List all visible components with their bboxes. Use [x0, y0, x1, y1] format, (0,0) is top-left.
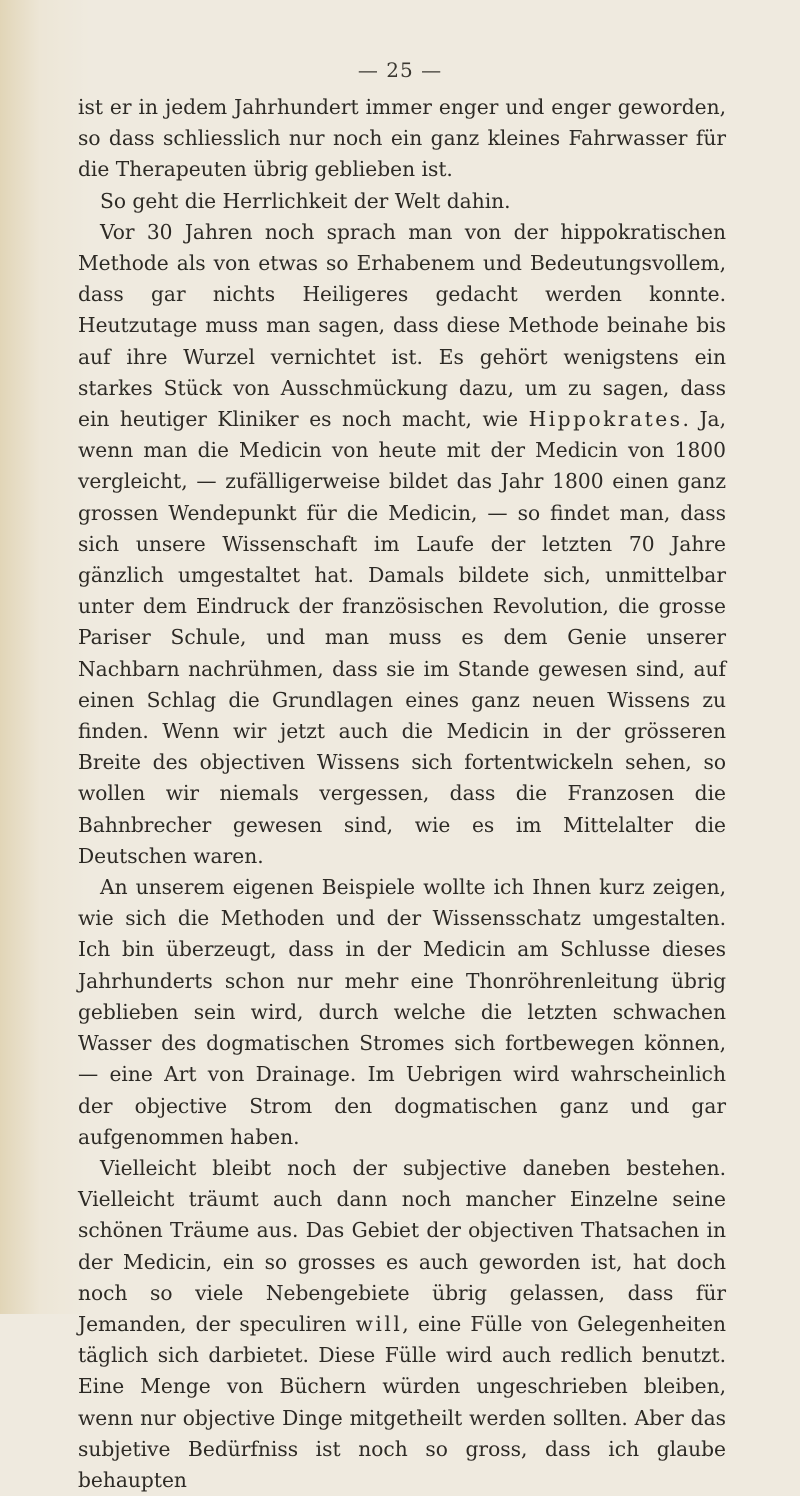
name-hippokrates: Hippokrates [528, 407, 683, 432]
paragraph-3-part-1: Vor 30 Jahren noch sprach man von der hippokratischen Methode als von etwas so Erhabenem und Bedeutungsvollem, dass gar nichts Heiligeres gedacht werden konnte. Heutzutage muss man sagen, dass diese Methode beinahe bis auf ihre Wurzel vernichtet ist. Es gehört wenigstens ein starkes Stück von Ausschmückung dazu, um zu sagen, dass ein heutiger Kliniker es noch macht, wie [78, 219, 726, 432]
paragraph-2: So geht die Herrlichkeit der Welt dahin. [100, 188, 511, 213]
paragraph-3-part-2: . Ja, wenn man die Medicin von heute mit der Medicin von 1800 vergleicht, — zufälligerweise bildet das Jahr 1800 einen ganz grossen Wendepunkt für die Medicin, — so findet man, dass sich unsere Wissenschaft im Laufe der letzten 70 Jahre gänzlich umgestaltet hat. Damals bildete sich, unmittelbar unter dem Eindruck der französischen Revolution, die grosse Pariser Schule, und man muss es dem Genie unserer Nachbarn nachrühmen, dass sie im Stande gewesen sind, auf einen Schlag die Grundlagen eines ganz neuen Wissens zu finden. Wenn wir jetzt auch die Medicin in der grösseren Breite des objectiven Wissens sich fortentwickeln sehen, so wollen wir niemals vergessen, dass die Franzosen die Bahnbrecher gewesen sind, wie es im Mittelalter die Deutschen waren. [78, 407, 726, 868]
paragraph-5-part-1: Vielleicht bleibt noch der subjective daneben bestehen. Vielleicht träumt auch dann noch mancher Einzelne seine schönen Träume aus. Das Gebiet der objectiven Thatsachen in der Medicin, ein so grosses es auch geworden ist, hat doch noch so viele Nebengebiete übrig gelassen, dass für Jemanden, der speculiren [78, 1155, 726, 1336]
body-text [78, 92, 726, 1496]
page-number: — 25 — [357, 58, 443, 82]
paragraph-1: ist er in jedem Jahrhundert immer enger und enger geworden, so dass schliesslich nur noch ein ganz kleines Fahrwasser für die Therapeuten übrig geblieben ist. [78, 95, 726, 182]
paragraph-5 [78, 1153, 726, 1496]
paragraph-3 [78, 217, 726, 872]
paragraph-4: An unserem eigenen Beispiele wollte ich Ihnen kurz zeigen, wie sich die Methoden und der Wissensschatz umgestalten. Ich bin überzeugt, dass in der Medicin am Schlusse dieses Jahrhunderts schon nur mehr eine Thonröhrenleitung übrig geblieben sein wird, durch welche die letzten schwachen Wasser des dogmatischen Stromes sich fortbewegen können, — eine Art von Drainage. Im Uebrigen wird wahrscheinlich der objective Strom den dogmatischen ganz und gar aufgenommen haben. [78, 875, 726, 1149]
paragraph-5-part-2: , eine Fülle von Gelegenheiten täglich sich darbietet. Diese Fülle wird auch redlich benutzt. Eine Menge von Büchern würden ungeschrieben bleiben, wenn nur objective Dinge mitgetheilt werden sollten. Aber das subjetive Bedürfniss ist noch so gross, dass ich glaube behaupten [78, 1311, 727, 1492]
emphasis-will: will [355, 1311, 403, 1336]
